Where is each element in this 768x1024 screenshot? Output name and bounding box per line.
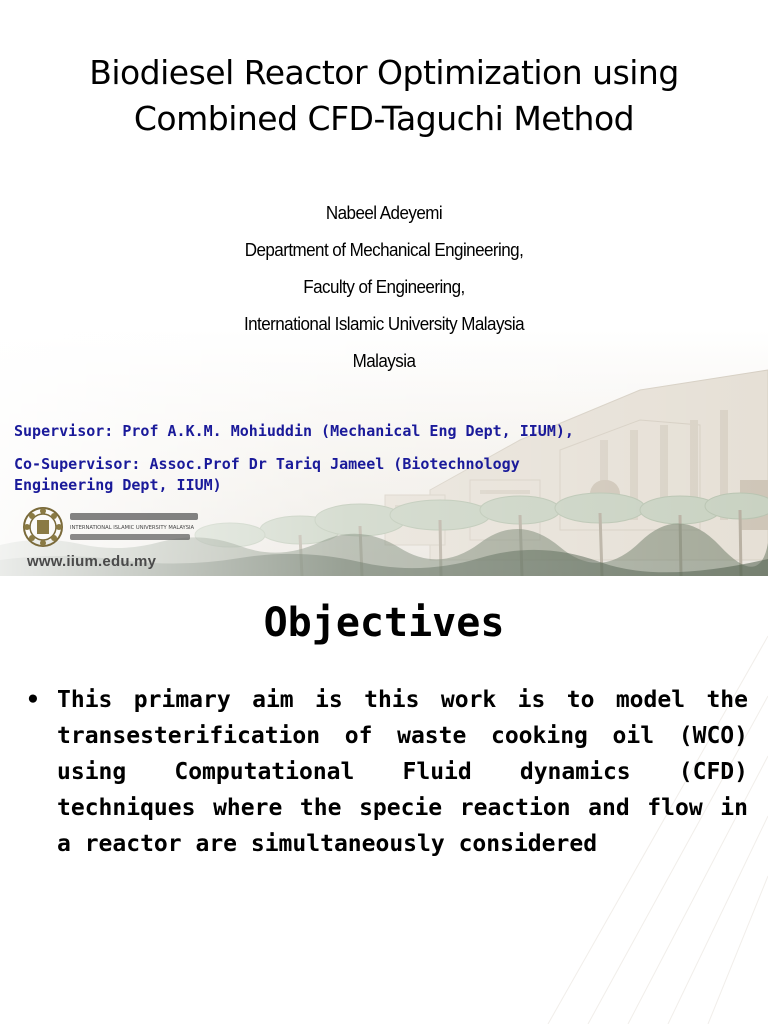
title-line-2: Combined CFD-Taguchi Method — [133, 99, 635, 138]
objective-bullet — [26, 682, 748, 862]
svg-text:INTERNATIONAL ISLAMIC UNIVERSI: INTERNATIONAL ISLAMIC UNIVERSITY MALAYSIA — [70, 525, 195, 531]
cosupervisor-line-2: Engineering Dept, IIUM) — [14, 476, 222, 494]
objective-text: This primary aim is this work is to model the transesterification of waste cooking oil (WCO) using Computational Fluid dynamics (CFD) techniques where the specie reaction and flow in a reactor are simultaneously considered — [57, 687, 748, 857]
department: Department of Mechanical Engineering, — [244, 239, 524, 260]
cosupervisor-line-1: Co-Supervisor: Assoc.Prof Dr Tariq Jameel (Biotechnology — [14, 455, 520, 473]
author-affiliation — [108, 194, 660, 379]
university-logo-wordmark — [68, 510, 200, 546]
bullet-marker: • — [26, 687, 40, 713]
objectives-slide — [0, 576, 768, 1024]
author-name: Nabeel Adeyemi — [325, 202, 443, 223]
website-url: www.iium.edu.my — [27, 553, 157, 570]
slide-title: Objectives — [263, 600, 505, 646]
title-line-1: Biodiesel Reactor Optimization using — [89, 53, 679, 92]
supervisor-line: Supervisor: Prof A.K.M. Mohiuddin (Mechanical Eng Dept, IIUM), — [14, 422, 574, 440]
supervisors-block — [14, 421, 754, 496]
university: International Islamic University Malaysia — [243, 313, 525, 334]
faculty: Faculty of Engineering, — [303, 276, 465, 297]
slide-title — [10, 50, 758, 142]
university-crest-icon — [22, 506, 64, 548]
country: Malaysia — [352, 350, 416, 371]
